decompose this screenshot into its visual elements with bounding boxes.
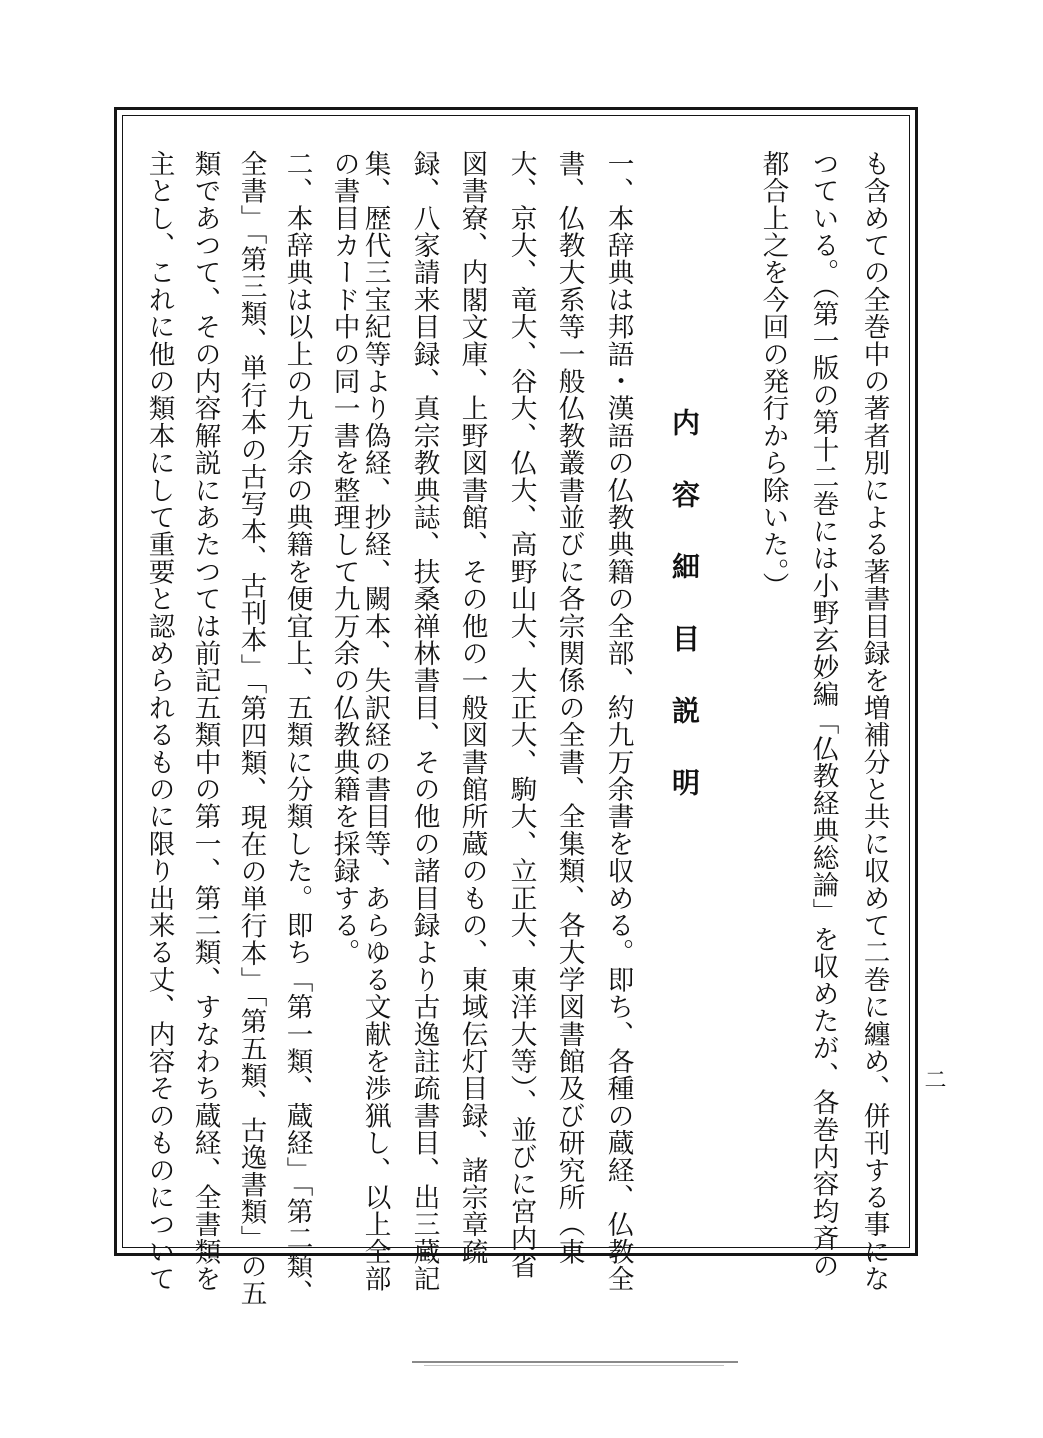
text-column: も含めての全巻中の著者別による著書目録を増補分と共に収めて二巻に纏め、併刊する事にな [858, 150, 890, 1293]
text-column: 録、八家請来目録、真宗教典誌、扶桑禅林書目、その他の諸目録より古逸註疏書目、出三蔵記 [408, 150, 440, 1293]
footer-rule-faint [424, 1365, 724, 1366]
text-column: 集、歴代三宝紀等より偽経、抄経、闕本、失訳経の書目等、あらゆる文献を渉猟し、以上全部 [359, 150, 391, 1293]
text-column: の書目カード中の同一書を整理して九万余の仏教典籍を採録する。 [328, 150, 360, 966]
text-column: 書、仏教大系等一般仏教叢書並びに各宗関係の全書、全集類、各大学図書館及び研究所（東 [553, 150, 585, 1266]
text-column: 都合上之を今回の発行から除いた。） [757, 150, 789, 600]
text-column: 二、本辞典は以上の九万余の典籍を便宜上、五類に分類した。即ち「第一類、蔵経」「第二類、 [281, 150, 313, 1307]
text-column: 類であつて、その内容解説にあたつては前記五類中の第一、第二類、すなわち蔵経、全書類を [189, 150, 221, 1293]
text-column: 全書」「第三類、単行本の古写本、古刊本」「第四類、現在の単行本」「第五類、古逸書類」の五 [235, 150, 267, 1307]
text-column: 大、京大、竜大、谷大、仏大、高野山大、大正大、駒大、立正大、東洋大等）、並びに宮内省 [505, 150, 537, 1280]
page-number: 二 [921, 1068, 946, 1090]
text-column: 一、本辞典は邦語・漢語の仏教典籍の全部、約九万余書を収める。即ち、各種の蔵経、仏教全 [602, 150, 634, 1293]
text-column: つている。（第一版の第十二巻には小野玄妙編「仏教経典総論」を収めたが、各巻内容均斉の [807, 150, 839, 1280]
section-heading: 内容細目説明 [668, 408, 701, 840]
text-column: 図書寮、内閣文庫、上野図書館、その他の一般図書館所蔵のもの、東域伝灯目録、諸宗章疏 [456, 150, 488, 1266]
footer-rule [412, 1361, 738, 1363]
text-column: 主とし、これに他の類本にして重要と認められるものに限り出来る丈、内容そのものについて [143, 150, 175, 1293]
